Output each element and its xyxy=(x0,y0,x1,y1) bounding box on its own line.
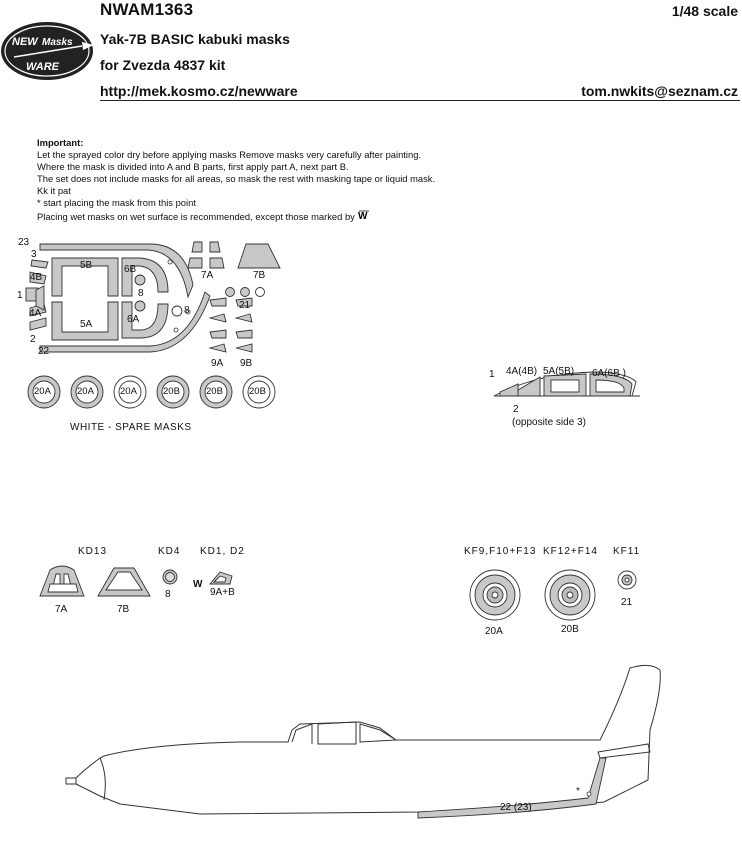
mask-9a-3 xyxy=(210,330,226,338)
scale-label: 1/48 scale xyxy=(671,3,738,19)
mask-9b-4 xyxy=(236,344,252,352)
label-23: 23 xyxy=(18,237,30,248)
wheel-label-20b: 20B xyxy=(249,386,266,397)
part-label-20b: 20B xyxy=(561,624,579,635)
mask-7a-4 xyxy=(210,258,224,268)
label-5b: 5B xyxy=(80,260,93,271)
mask-2 xyxy=(30,318,46,330)
label-4a: 4A xyxy=(29,308,42,319)
canopy-label-5: 5A(5B) xyxy=(543,366,575,377)
label-4b: 4B xyxy=(30,272,43,283)
mask-9a-1 xyxy=(210,298,226,306)
mask-21-a xyxy=(226,288,235,297)
email-link[interactable]: tom.nwkits@seznam.cz xyxy=(581,83,738,99)
part-label-7a: 7A xyxy=(55,604,68,615)
part-label-7b: 7B xyxy=(117,604,130,615)
mask-9b-3 xyxy=(236,330,252,338)
wheel-label-20b: 20B xyxy=(163,386,180,397)
label-2: 2 xyxy=(30,334,36,345)
mask-21-c xyxy=(256,288,265,297)
svg-text:Masks: Masks xyxy=(42,37,73,48)
mask-9a-4 xyxy=(210,344,226,352)
kit-label-kf-b: KF12+F14 xyxy=(543,546,598,557)
canopy-label-1: 1 xyxy=(489,369,495,380)
note-line: Where the mask is divided into A and B parts, first apply part A, next part B. xyxy=(37,161,349,173)
canopy-label-6: 6A(6B ) xyxy=(592,368,626,379)
kit-label-kd4: KD4 xyxy=(158,546,181,557)
mask-9b-2 xyxy=(236,314,252,322)
product-code: NWAM1363 xyxy=(100,0,194,19)
kit-label-kd13: KD13 xyxy=(78,546,108,557)
canopy-label-2: 2 xyxy=(513,404,519,415)
svg-text:W: W xyxy=(358,210,368,221)
aircraft-side-view xyxy=(66,665,660,814)
label-8-a: 8 xyxy=(138,288,144,299)
mask-8-c xyxy=(172,306,182,316)
label-5a: 5A xyxy=(80,319,93,330)
label-8-b: 8 xyxy=(184,305,190,316)
wheel-label-20a: 20A xyxy=(120,386,137,397)
product-title: Yak-7B BASIC kabuki masks xyxy=(100,31,290,47)
svg-text:NEW: NEW xyxy=(12,36,38,48)
label-21: 21 xyxy=(239,300,251,311)
wheel-label-20a: 20A xyxy=(34,386,51,397)
mask-8-b xyxy=(135,301,145,311)
important-heading: Important: xyxy=(37,137,84,148)
part-label-21: 21 xyxy=(621,597,633,608)
mask-7b xyxy=(238,244,280,268)
part-label-9ab: 9A+B xyxy=(210,587,235,598)
label-6a: 6A xyxy=(127,314,140,325)
mask-7a-2 xyxy=(210,242,220,252)
website-link[interactable]: http://mek.kosmo.cz/newware xyxy=(100,83,298,99)
kit-label-kf-c: KF11 xyxy=(613,546,641,557)
note-line: Placing wet masks on wet surface is recommended, except those marked by W xyxy=(37,210,537,223)
svg-text:WARE: WARE xyxy=(26,61,59,73)
label-6b: 6B xyxy=(124,264,137,275)
kit-reference: for Zvezda 4837 kit xyxy=(100,57,226,73)
aircraft-label-22-23: 22 (23) xyxy=(500,802,532,813)
mask-7a-3 xyxy=(188,258,202,268)
label-22: 22 xyxy=(38,346,50,357)
kit-label-kd1-d2: KD1, D2 xyxy=(200,546,245,557)
note-line: The set does not include masks for all areas, so mask the rest with masking tape or liquid mask. xyxy=(37,173,436,185)
spare-masks-caption: WHITE - SPARE MASKS xyxy=(70,422,192,433)
wet-symbol-icon: W xyxy=(193,579,203,590)
label-1: 1 xyxy=(17,290,23,301)
wheel-label-20b: 20B xyxy=(206,386,223,397)
label-7b: 7B xyxy=(253,270,266,281)
note-line: Let the sprayed color dry before applying masks Remove masks very carefully after painting. xyxy=(37,149,422,161)
label-7a: 7A xyxy=(201,270,214,281)
note-line: Kk it pat xyxy=(37,185,71,197)
mask-3 xyxy=(31,260,48,268)
wheel-label-20a: 20A xyxy=(77,386,94,397)
mask-9a-2 xyxy=(210,314,226,322)
part-label-20a: 20A xyxy=(485,626,503,637)
mask-8-a xyxy=(135,275,145,285)
label-3: 3 xyxy=(31,249,37,260)
kit-label-kf-a: KF9,F10+F13 xyxy=(464,546,537,557)
canopy-opposite-note: (opposite side 3) xyxy=(512,417,586,428)
start-point-marker: * xyxy=(576,786,580,797)
label-9a: 9A xyxy=(211,358,224,369)
note-line: * start placing the mask from this point xyxy=(37,197,196,209)
part-label-8: 8 xyxy=(165,589,171,600)
mask-21-b xyxy=(241,288,250,297)
canopy-label-4: 4A(4B) xyxy=(506,366,538,377)
mask-7a-1 xyxy=(192,242,202,252)
label-9b: 9B xyxy=(240,358,253,369)
